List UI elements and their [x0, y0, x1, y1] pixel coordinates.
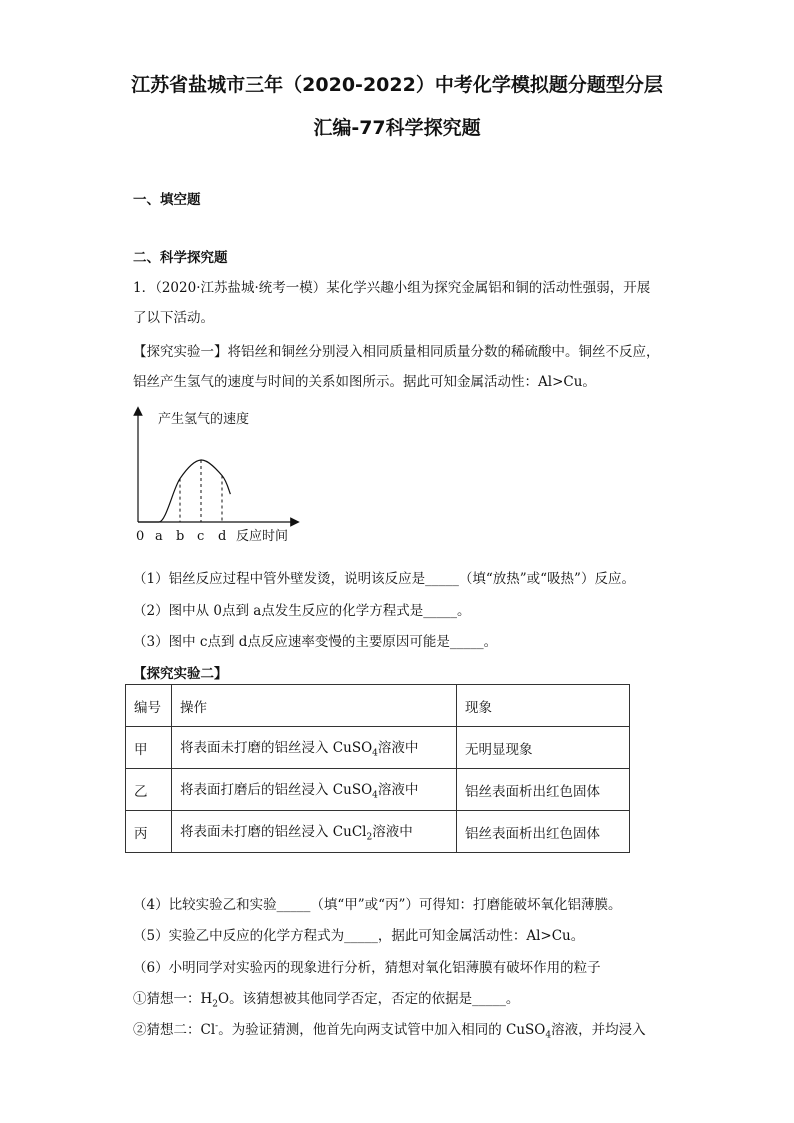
row-id: 丙 [126, 811, 172, 853]
question-2: （2）图中从 0点到 a点发生反应的化学方程式是_____。 [133, 603, 471, 619]
row-observation: 铝丝表面析出红色固体 [457, 769, 630, 811]
row-id: 甲 [126, 727, 172, 769]
section-fill-blank: 一、填空题 [133, 192, 201, 208]
experiment2-heading: 【探究实验二】 [133, 666, 228, 682]
row-id: 乙 [126, 769, 172, 811]
rate-time-chart [128, 405, 308, 550]
row-operation: 将表面未打磨的铝丝浸入 CuSO$_4$溶液中 [172, 727, 457, 769]
x-tick-a: a [155, 529, 163, 544]
experiment1-line1: 【探究实验一】将铝丝和铜丝分别浸入相同质量相同质量分数的稀硫酸中。铜丝不反应， [133, 344, 660, 360]
guess-1: ①猜想一：$H_2O$。该猜想被其他同学否定，否定的依据是_____。 [133, 991, 520, 1010]
origin-label: 0 [136, 529, 145, 544]
section-science-inquiry: 二、科学探究题 [133, 250, 228, 266]
document-title-line2: 汇编-77科学探究题 [313, 117, 481, 139]
x-tick-d: d [218, 529, 227, 544]
question-5: （5）实验乙中反应的化学方程式为_____，据此可知金属活动性：Al>Cu。 [133, 928, 585, 944]
question-3: （3）图中 c点到 d点反应速率变慢的主要原因可能是_____。 [133, 634, 498, 650]
x-tick-c: c [197, 529, 205, 544]
row-operation: 将表面打磨后的铝丝浸入 CuSO$_4$溶液中 [172, 769, 457, 811]
row-observation: 铝丝表面析出红色固体 [457, 811, 630, 853]
guess-2: ②猜想二：Cl-。为验证猜测，他首先向两支试管中加入相同的 CuSO$_4$溶液，并均浸入 [133, 1021, 646, 1041]
rate-curve [138, 460, 230, 522]
experiment1-line2: 铝丝产生氢气的速度与时间的关系如图所示。据此可知金属活动性：Al>Cu。 [133, 374, 596, 390]
experiment2-table [125, 684, 630, 853]
row-operation: 将表面未打磨的铝丝浸入 CuCl$_2$溶液中 [172, 811, 457, 853]
table-header-row [126, 685, 630, 727]
table-row [126, 769, 630, 811]
header-observation: 现象 [457, 685, 630, 727]
row-observation: 无明显现象 [457, 727, 630, 769]
x-axis-label: 反应时间 [236, 529, 289, 544]
y-axis-label: 产生氢气的速度 [158, 412, 250, 427]
question-intro-line2: 了以下活动。 [133, 310, 214, 326]
header-id: 编号 [126, 685, 172, 727]
question-6: （6）小明同学对实验丙的现象进行分析，猜想对氧化铝薄膜有破坏作用的粒子 [133, 960, 601, 976]
question-1: （1）铝丝反应过程中管外壁发烫，说明该反应是_____（填“放热”或“吸热”）反应。 [133, 571, 635, 587]
question-intro-line1: 1．（2020·江苏盐城·统考一模）某化学兴趣小组为探究金属铝和铜的活动性强弱，开展 [133, 280, 651, 296]
table-row [126, 727, 630, 769]
table-row [126, 811, 630, 853]
document-title-line1: 江苏省盐城市三年（2020-2022）中考化学模拟题分题型分层 [131, 74, 663, 96]
x-tick-b: b [176, 529, 185, 544]
header-operation: 操作 [172, 685, 457, 727]
question-4: （4）比较实验乙和实验_____（填“甲”或“丙”）可得知：打磨能破坏氧化铝薄膜。 [133, 897, 622, 913]
